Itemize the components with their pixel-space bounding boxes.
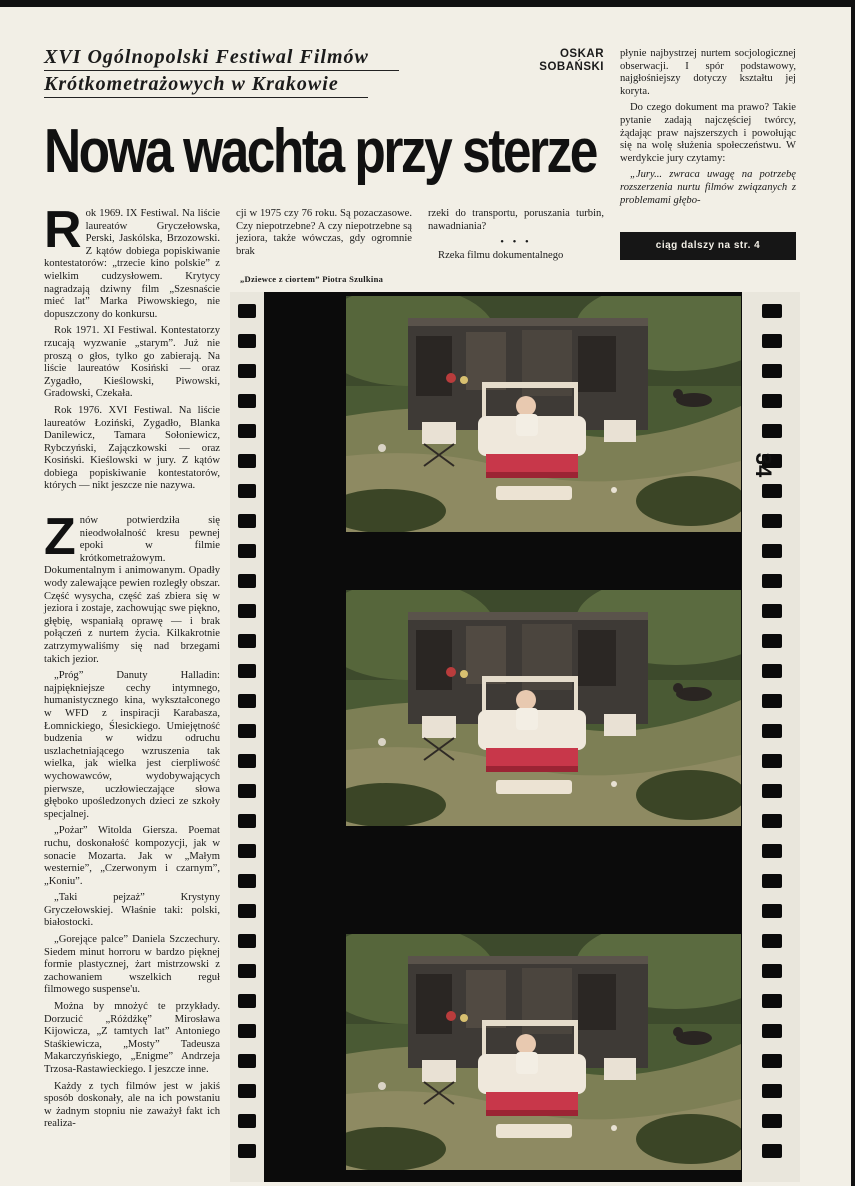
paragraph: Każdy z tych filmów jest w jakiś sposób doskonały, ale na ich powstaniu w żadnym stopniu nie zaważył fakt ich realiza- <box>44 1080 220 1130</box>
sprocket-hole-right <box>762 1054 782 1068</box>
paragraph: płynie najbystrzej nurtem socjologicznej obserwacji. I spór podstawowy, najgłośniejszy dotyczy kształtu jej koryta. <box>620 48 796 97</box>
sprocket-hole-right <box>762 514 782 528</box>
sprocket-hole-left <box>238 634 256 648</box>
sprocket-hole-right <box>762 484 782 498</box>
sprocket-hole-left <box>238 364 256 378</box>
sprocket-hole-left <box>238 1114 256 1128</box>
sprocket-hole-right <box>762 394 782 408</box>
column-4 <box>620 48 796 211</box>
sprocket-hole-left <box>238 694 256 708</box>
film-frame-2 <box>346 590 741 826</box>
film-frame-1-image <box>346 296 741 532</box>
festival-title-line2: Krótkometrażowych w Krakowie <box>44 71 368 98</box>
sprocket-hole-left <box>238 874 256 888</box>
sprocket-hole-right <box>762 934 782 948</box>
sprocket-hole-right <box>762 1084 782 1098</box>
sprocket-hole-left <box>238 484 256 498</box>
paragraph: „Gorejące palce” Daniela Szczechury. Siedem minut horroru w bardzo pięknej formie plastycznej, żart mistrzowski z zachowaniem wszelkich reguł filmowego suspense'u. <box>44 934 220 996</box>
sprocket-hole-right <box>762 664 782 678</box>
sprocket-hole-left <box>238 514 256 528</box>
sprocket-hole-left <box>238 304 256 318</box>
sprocket-hole-left <box>238 784 256 798</box>
sprocket-hole-right <box>762 904 782 918</box>
sprocket-hole-right <box>762 694 782 708</box>
sprocket-hole-right <box>762 724 782 738</box>
sprocket-hole-right <box>762 604 782 618</box>
paragraph: Można by mnożyć te przykłady. Dorzucić „Różdżkę” Mirosława Kijowicza, „Z tamtych lat” Antoniego Staśkiewicza, „Mosty” Tadeusza Makarczyńskiego, „Enigme” Andrzeja Trzosa-Rastawieckiego. I jeszcze inne. <box>44 1001 220 1075</box>
sprocket-hole-left <box>238 754 256 768</box>
sprocket-hole-left <box>238 1084 256 1098</box>
sprocket-hole-right <box>762 994 782 1008</box>
sprocket-hole-left <box>238 904 256 918</box>
top-border <box>0 0 855 7</box>
sprocket-hole-right <box>762 844 782 858</box>
paragraph: „Pożar” Witolda Giersza. Poemat ruchu, doskonałość kompozycji, jak w sonacie Mozarta. Jak w „Małym westernie”, „Czerwonym i czarnym”, „Koniu”. <box>44 825 220 887</box>
film-frame-2-image <box>346 590 741 826</box>
film-frame-3 <box>346 934 741 1170</box>
sprocket-hole-right <box>762 364 782 378</box>
paragraph: rzeki do transportu, poruszania turbin, nawadniania? <box>428 208 604 232</box>
jury-quote: „Jury... zwraca uwagę na potrzebę rozszerzenia nurtu filmów związanych z problemami głębo- <box>620 169 796 206</box>
sprocket-hole-left <box>238 814 256 828</box>
sprocket-hole-right <box>762 754 782 768</box>
column-3 <box>428 208 604 266</box>
sprocket-hole-right <box>762 964 782 978</box>
sprocket-hole-right <box>762 814 782 828</box>
sprocket-hole-left <box>238 334 256 348</box>
paragraph: „Próg” Danuty Halladin: najpiękniejsze cechy intymnego, humanistycznego kina, wykształconego w WFD z inspiracji Karabasza, Łomnickiego, Ślesickiego. Umiejętność budzenia w widzu odruchu uszlachetniającego wzruszenia tak wielka, jak wielka jest cierpliwość wychowawców, wydobywających pierwsze, uczłowieczające słowa głęboko upośledzonych dzieci ze szkoły specjalnej. <box>44 670 220 820</box>
film-frame-number: 34 <box>751 452 777 478</box>
column-2 <box>236 208 412 262</box>
film-strip-photo <box>230 292 800 1182</box>
sprocket-hole-left <box>238 604 256 618</box>
sprocket-hole-left <box>238 1144 256 1158</box>
film-frame-1 <box>346 296 741 532</box>
festival-title <box>44 44 404 98</box>
sprocket-hole-left <box>238 994 256 1008</box>
paragraph: cji w 1975 czy 76 roku. Są pozaczasowe. Czy niepotrzebne? A czy niepotrzebne są jeziora, także wówczas, gdy ogromnie brak <box>236 208 412 257</box>
sprocket-hole-left <box>238 724 256 738</box>
right-border <box>851 0 855 1186</box>
sprocket-hole-left <box>238 844 256 858</box>
paragraph: Rzeka filmu dokumentalnego <box>438 249 564 261</box>
sprocket-hole-right <box>762 424 782 438</box>
sprocket-hole-right <box>762 574 782 588</box>
festival-title-line1: XVI Ogólnopolski Festiwal Filmów <box>44 44 399 71</box>
author-byline <box>520 48 604 74</box>
sprocket-hole-right <box>762 334 782 348</box>
sprocket-hole-left <box>238 1054 256 1068</box>
sprocket-hole-right <box>762 634 782 648</box>
sprocket-hole-left <box>238 964 256 978</box>
sprocket-hole-right <box>762 1114 782 1128</box>
sprocket-hole-left <box>238 454 256 468</box>
continued-on-page-box: ciąg dalszy na str. 4 <box>620 232 796 260</box>
author-first-name: OSKAR <box>559 48 604 60</box>
section-dots: • • • <box>500 237 532 249</box>
sprocket-hole-left <box>238 574 256 588</box>
sprocket-hole-right <box>762 784 782 798</box>
sprocket-hole-right <box>762 304 782 318</box>
drop-cap-r: R <box>44 201 82 259</box>
sprocket-hole-right <box>762 1144 782 1158</box>
sprocket-hole-right <box>762 874 782 888</box>
sprocket-hole-right <box>762 544 782 558</box>
sprocket-hole-left <box>238 544 256 558</box>
paragraph: Rok 1976. XVI Festiwal. Na liście laureatów Łoziński, Zygadło, Blanka Danilewicz, Tamara Sołoniewicz, Rybczyński, Zajączkowski — oraz Kosiński. Kieślowski w jury. Z kątów dobiega popiskiwanie kontestatorów, których — nikt jeszcze nie nazywa. <box>44 404 220 492</box>
headline: Nowa wachta przy sterze <box>44 117 596 186</box>
author-last-name: SOBAŃSKI <box>539 61 604 73</box>
paragraph: Rok 1971. XI Festiwal. Kontestatorzy rzucają wyzwanie „starym”. Już nie proszą o głos, tylko go zabierają. Na liście laureatów Kosiński — oraz Zygadło, Kieślowski, Piwowski, Gradowski, Czekała. <box>44 325 220 400</box>
column-1 <box>44 201 220 1135</box>
drop-cap-z: Z <box>44 508 76 567</box>
sprocket-hole-left <box>238 1024 256 1038</box>
paragraph: Znów potwierdziła się nieodwołalność kresu pewnej epoki w filmie krótkometrażowym. Dokumentalnym i animowanym. Opadły wody zalewające pewien rozległy obszar. Część wysycha, część zaś zbiera się w jeziora i zostaje, zachowując swe piękno, głębię, wspaniałą oprawę — i brak połączeń z nurtem życia. Kilkakrotnie zatrzymywaliśmy się nad brzegami takich jezior. <box>44 508 220 665</box>
sprocket-hole-left <box>238 394 256 408</box>
sprocket-hole-left <box>238 664 256 678</box>
sprocket-hole-left <box>238 934 256 948</box>
photo-caption: „Dziewce z ciortem” Piotra Szulkina <box>240 274 384 284</box>
paragraph: „Taki pejzaż” Krystyny Gryczełowskiej. Właśnie taki: polski, białostocki. <box>44 892 220 929</box>
sprocket-hole-left <box>238 424 256 438</box>
film-frame-3-image <box>346 934 741 1170</box>
sprocket-hole-right <box>762 1024 782 1038</box>
paragraph: Do czego dokument ma prawo? Takie pytanie zadają najczęściej twórcy, żądając praw najszerszych i powołując się na wolę służenia społeczeństwu. W werdykcie jury czytamy: <box>620 102 796 164</box>
paragraph: Rok 1969. IX Festiwal. Na liście laureatów Gryczełowska, Perski, Jaskólska, Brzozowski. Z kątów dobiega popiskiwanie kontestatorów: „trzecie kino polskie” z wielkim cudzysłowem. Krytycy nagradzają dziwny film „Szesnaście mieć lat” Marka Piwowskiego, nie dopuszczony do konkursu. <box>44 201 220 320</box>
